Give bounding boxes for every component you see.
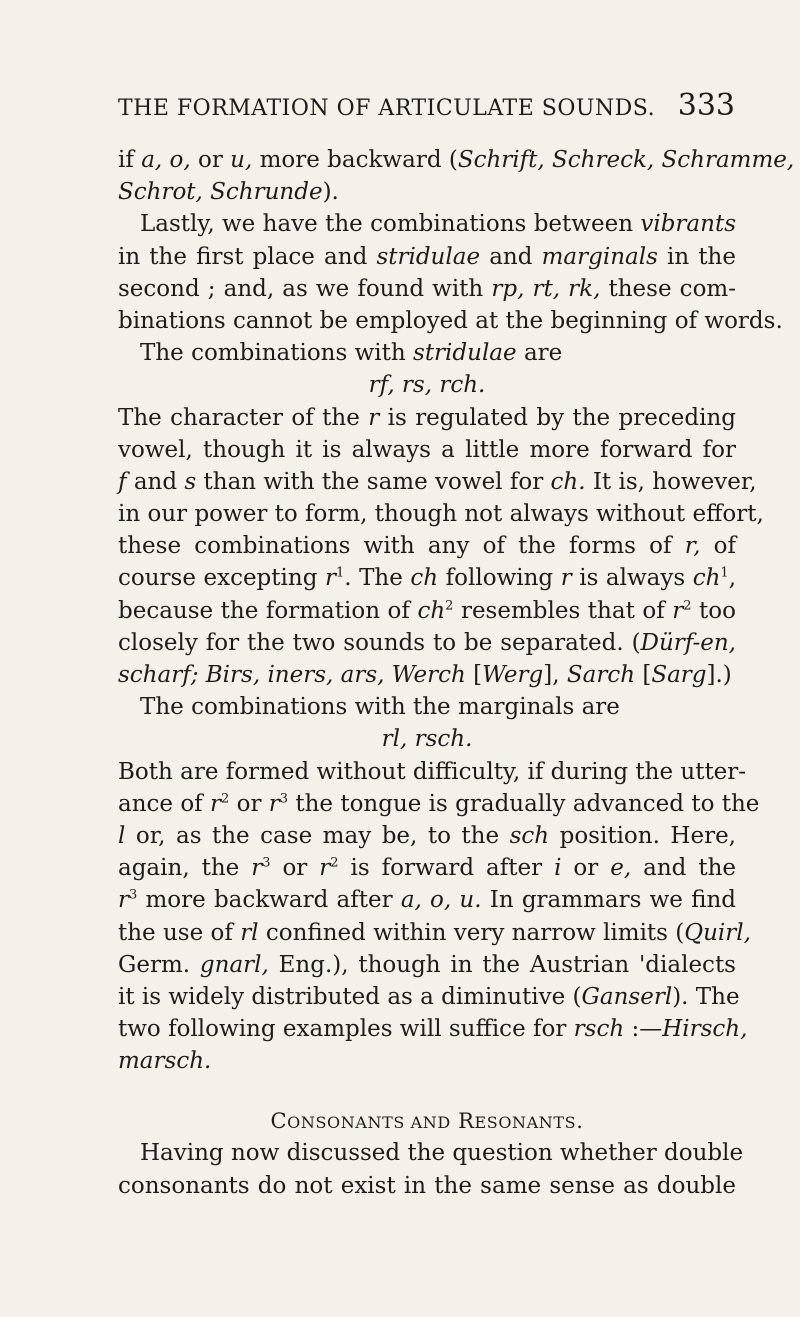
- text-line: again, the $r^3$ or $r^2$ is forward after i or e, and the: [118, 855, 736, 882]
- text-line: rl, rsch.: [381, 726, 473, 753]
- paragraph-text-continued: [118, 1137, 744, 1201]
- text-line: $r^3$ more backward after a, o, u. In grammars we find: [118, 887, 736, 914]
- text-line: The combinations with the marginals are: [140, 694, 620, 721]
- text-line: ance of $r^2$ or $r^3$ the tongue is gradually advanced to the: [118, 790, 760, 817]
- text-line: marsch.: [118, 1048, 212, 1075]
- text-line: The combinations with stridulae are: [140, 340, 563, 367]
- running-title: THE FORMATION OF ARTICULATE SOUNDS.: [118, 96, 656, 121]
- text-line: Lastly, we have the combinations between vibrants: [140, 211, 736, 238]
- text-line: two following examples will suffice for rsch :—Hirsch,: [118, 1016, 748, 1043]
- section-heading: CONSONANTS AND RESONANTS.: [270, 1109, 584, 1134]
- text-line: in the first place and stridulae and marginals in the: [118, 243, 736, 270]
- text-line: second ; and, as we found with rp, rt, rk, these com-: [118, 275, 736, 302]
- text-line: Having now discussed the question whether double: [140, 1140, 744, 1167]
- text-line: scharf; Birs, iners, ars, Werch [Werg], Sarch [Sarg].): [118, 662, 732, 688]
- text-line: it is widely distributed as a diminutive (Ganserl). The: [118, 983, 740, 1010]
- page-number: 333: [677, 88, 735, 123]
- text-line: the use of rl confined within very narrow limits (Quirl,: [118, 919, 751, 946]
- section-gap: [118, 1077, 736, 1105]
- text-line: consonants do not exist in the same sense as double: [118, 1172, 736, 1199]
- text-line: rf, rs, rch.: [368, 372, 486, 399]
- text-line: l or, as the case may be, to the sch position. Here,: [118, 822, 736, 849]
- text-line: binations cannot be employed at the beginning of words.: [118, 307, 783, 334]
- paragraph-text: [118, 144, 795, 1077]
- text-line: closely for the two sounds to be separated. (Dürf-en,: [118, 629, 736, 656]
- text-line: these combinations with any of the forms of r, of: [118, 533, 737, 560]
- text-line: in our power to form, though not always without effort,: [118, 501, 764, 528]
- text-line: Both are formed without difficulty, if during the utter-: [118, 758, 747, 785]
- text-line: because the formation of $ch^2$ resembles that of $r^2$ too: [118, 597, 736, 624]
- page-header: [118, 88, 735, 123]
- text-line: vowel, though it is always a little more forward for: [118, 436, 736, 463]
- text-line: course excepting $r^1$. The ch following r is always $ch^1$,: [118, 565, 737, 592]
- text-line: Schrot, Schrunde).: [118, 179, 339, 206]
- text-line: Germ. gnarl, Eng.), though in the Austrian 'dialects: [118, 951, 736, 978]
- text-line: f and s than with the same vowel for ch. It is, however,: [118, 468, 757, 495]
- text-line: The character of the r is regulated by the preceding: [118, 404, 736, 431]
- text-line: if a, o, or u, more backward (Schrift, Schreck, Schramme,: [118, 147, 795, 173]
- page-body: [118, 144, 795, 1202]
